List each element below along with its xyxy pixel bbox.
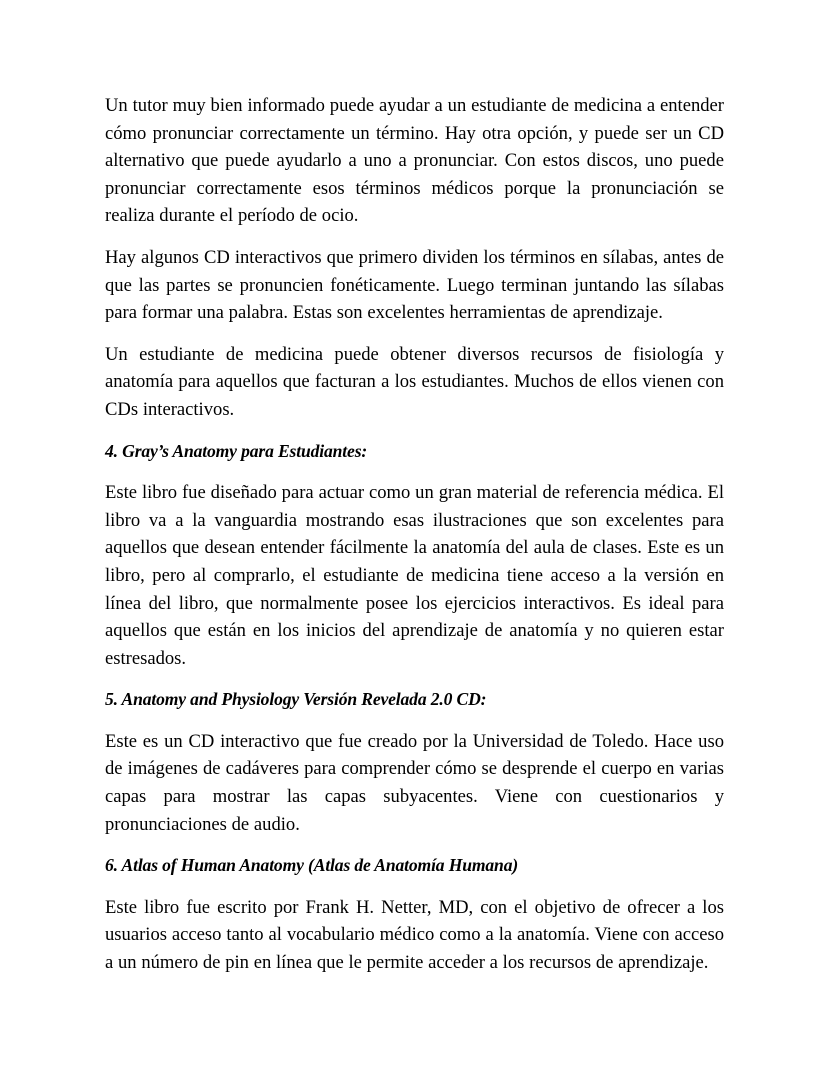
document-body [105, 92, 724, 977]
paragraph-5: Este es un CD interactivo que fue creado por la Universidad de Toledo. Hace uso de imágenes de cadáveres para comprender cómo se desprende el cuerpo en varias capas para mostrar las capas subyacentes. Viene con cuestionarios y pronunciaciones de audio. [105, 730, 724, 835]
paragraph-4: Este libro fue diseñado para actuar como un gran material de referencia médica. El libro va a la vanguardia mostrando esas ilustraciones que son excelentes para aquellos que desean entender fácilmente la anatomía del aula de clases. Este es un libro, pero al comprarlo, el estudiante de medicina tiene acceso a la versión en línea del libro, que normalmente posee los ejercicios interactivos. Es ideal para aquellos que están en los inicios del aprendizaje de anatomía y no quieren estar estresados. [105, 482, 724, 669]
heading-atlas-human-anatomy: 6. Atlas of Human Anatomy (Atlas de Anatomía Humana) [105, 855, 519, 876]
paragraph-2: Hay algunos CD interactivos que primero dividen los términos en sílabas, antes de que las partes se pronuncien fonéticamente. Luego terminan juntando las sílabas para formar una palabra. Estas son excelentes herramientas de aprendizaje. [105, 246, 724, 324]
paragraph-6: Este libro fue escrito por Frank H. Netter, MD, con el objetivo de ofrecer a los usuarios acceso tanto al vocabulario médico como a la anatomía. Viene con acceso a un número de pin en línea que le permite acceder a los recursos de aprendizaje. [105, 896, 724, 974]
heading-gray-anatomy: 4. Gray’s Anatomy para Estudiantes: [105, 440, 368, 461]
paragraph-1: Un tutor muy bien informado puede ayudar a un estudiante de medicina a entender cómo pronunciar correctamente un término. Hay otra opción, y puede ser un CD alternativo que puede ayudarlo a uno a pronunciar. Con estos discos, uno puede pronunciar correctamente esos términos médicos porque la pronunciación se realiza durante el período de ocio. [105, 95, 724, 227]
paragraph-3: Un estudiante de medicina puede obtener diversos recursos de fisiología y anatomía para aquellos que facturan a los estudiantes. Muchos de ellos vienen con CDs interactivos. [105, 343, 724, 420]
heading-anatomy-physiology-cd: 5. Anatomy and Physiology Versión Revelada 2.0 CD: [105, 689, 487, 710]
